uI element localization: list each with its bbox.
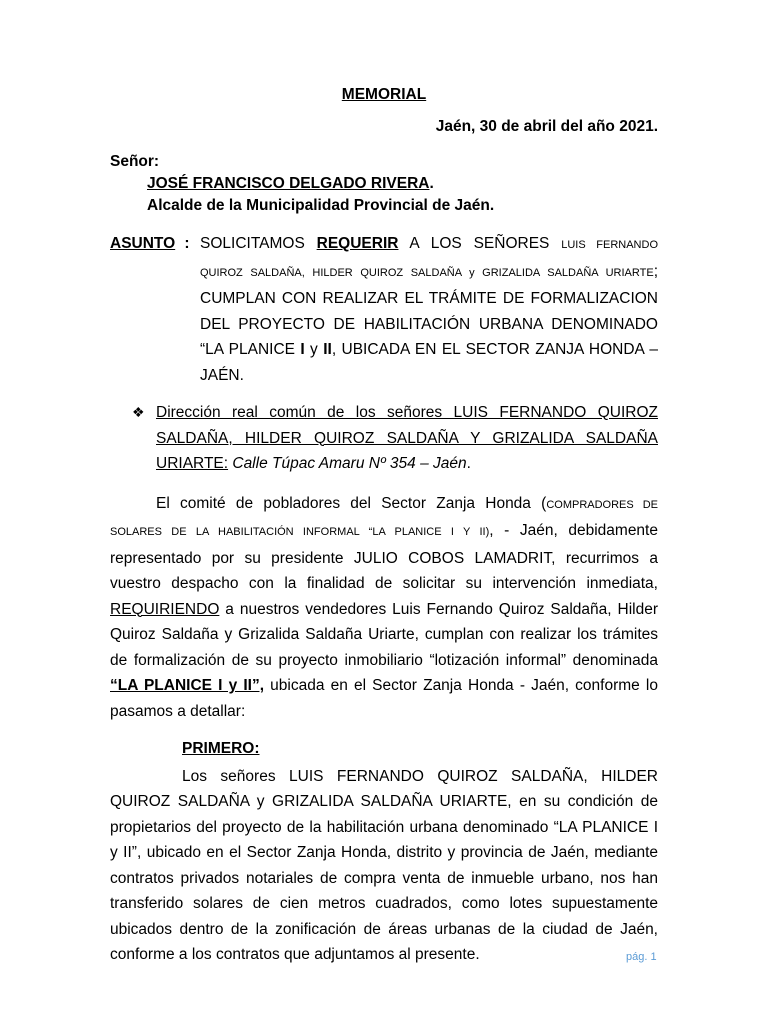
intro-buyers: COMPRADORES DE SOLARES DE LA HABILITACIÓN INFORMAL “LA PLANICE I Y II) — [110, 498, 658, 538]
asunto-text-part: y — [304, 341, 324, 358]
document-date: Jaén, 30 de abril del año 2021. — [435, 118, 658, 135]
asunto-label: ASUNTO — [110, 235, 176, 252]
address-value: Calle Túpac Amaru Nº 354 – Jaén — [228, 455, 467, 472]
asunto-text — [200, 231, 658, 388]
addressee-position: Alcalde de la Municipalidad Provincial de Jaén. — [147, 197, 495, 214]
address-text — [156, 400, 658, 477]
document-title: MEMORIAL — [341, 86, 427, 103]
asunto-colon: : — [184, 235, 190, 252]
asunto-section — [110, 231, 658, 388]
intro-text-part: ubicada en el Sector Zanja Honda - Jaén, conforme lo pasamos a detallar: — [110, 677, 658, 720]
addressee-name-line — [110, 173, 658, 195]
asunto-text-part: A LOS SEÑORES — [398, 235, 562, 252]
intro-text-part: a nuestros vendedores Luis Fernando Quiroz Saldaña, Hilder Quiroz Saldaña y Grizalida Saldaña Uriarte, cumplan con realizar los trámites de formalización de su proyecto inmobiliario “lotización informal” denominada — [110, 600, 658, 669]
addressee-name-suffix: . — [429, 175, 434, 192]
section-heading-primero: PRIMERO: — [182, 740, 260, 757]
intro-planice: “LA PLANICE I y II”, — [110, 677, 265, 694]
intro-text-part: , - Jaén, debidamente representado por su presidente JULIO COBOS LAMADRIT, recurrimos a vuestro despacho con la finalidad de solicitar su intervención inmediata, — [110, 522, 658, 592]
asunto-roman-one: I — [300, 341, 305, 358]
asunto-roman-two: II — [323, 341, 332, 358]
asunto-names: LUIS FERNANDO QUIROZ SALDAÑA, HILDER QUIROZ SALDAÑA y GRIZALIDA SALDAÑA URIARTE — [200, 239, 658, 279]
address-label: Dirección real común de los señores LUIS FERNANDO QUIROZ SALDAÑA, HILDER QUIROZ SALDAÑA Y GRIZALIDA SALDAÑA URIARTE: — [156, 404, 658, 472]
diamond-bullet-icon: ❖ — [132, 404, 145, 420]
page-number: pág. 1 — [626, 951, 657, 963]
document-page — [110, 84, 658, 968]
asunto-text-part: SOLICITAMOS — [200, 235, 317, 252]
address-end: . — [466, 455, 471, 472]
asunto-requerir: REQUERIR — [316, 235, 399, 252]
asunto-text-part: ; CUMPLAN CON REALIZAR EL TRÁMITE DE FORMALIZACION DEL PROYECTO DE HABILITACIÓN URBANA DENOMINADO “LA PLANICE — [200, 262, 658, 358]
asunto-text-part: , UBICADA EN EL SECTOR ZANJA HONDA – JAÉN. — [200, 341, 658, 384]
salutation: Señor: — [110, 153, 160, 170]
intro-requiriendo: REQUIRIENDO — [110, 600, 220, 618]
intro-text-part: El comité de pobladores del Sector Zanja Honda ( — [156, 494, 547, 512]
address-bullet — [110, 400, 658, 477]
intro-paragraph — [110, 491, 658, 725]
primero-paragraph: Los señores LUIS FERNANDO QUIROZ SALDAÑA, HILDER QUIROZ SALDAÑA y GRIZALIDA SALDAÑA URIARTE, en su condición de propietarios del proyecto de la habilitación urbana denominado “LA PLANICE I y II”, ubicado en el Sector Zanja Honda, distrito y provincia de Jaén, mediante contratos privados notariales de compra venta de inmueble urbano, nos han transferido solares de cien metros cuadrados, como lotes supuestamente ubicados dentro de la zonificación de áreas urbanas de la ciudad de Jaén, conforme a los contratos que adjuntamos al presente. — [110, 767, 658, 963]
addressee-name: JOSÉ FRANCISCO DELGADO RIVERA — [147, 175, 430, 192]
